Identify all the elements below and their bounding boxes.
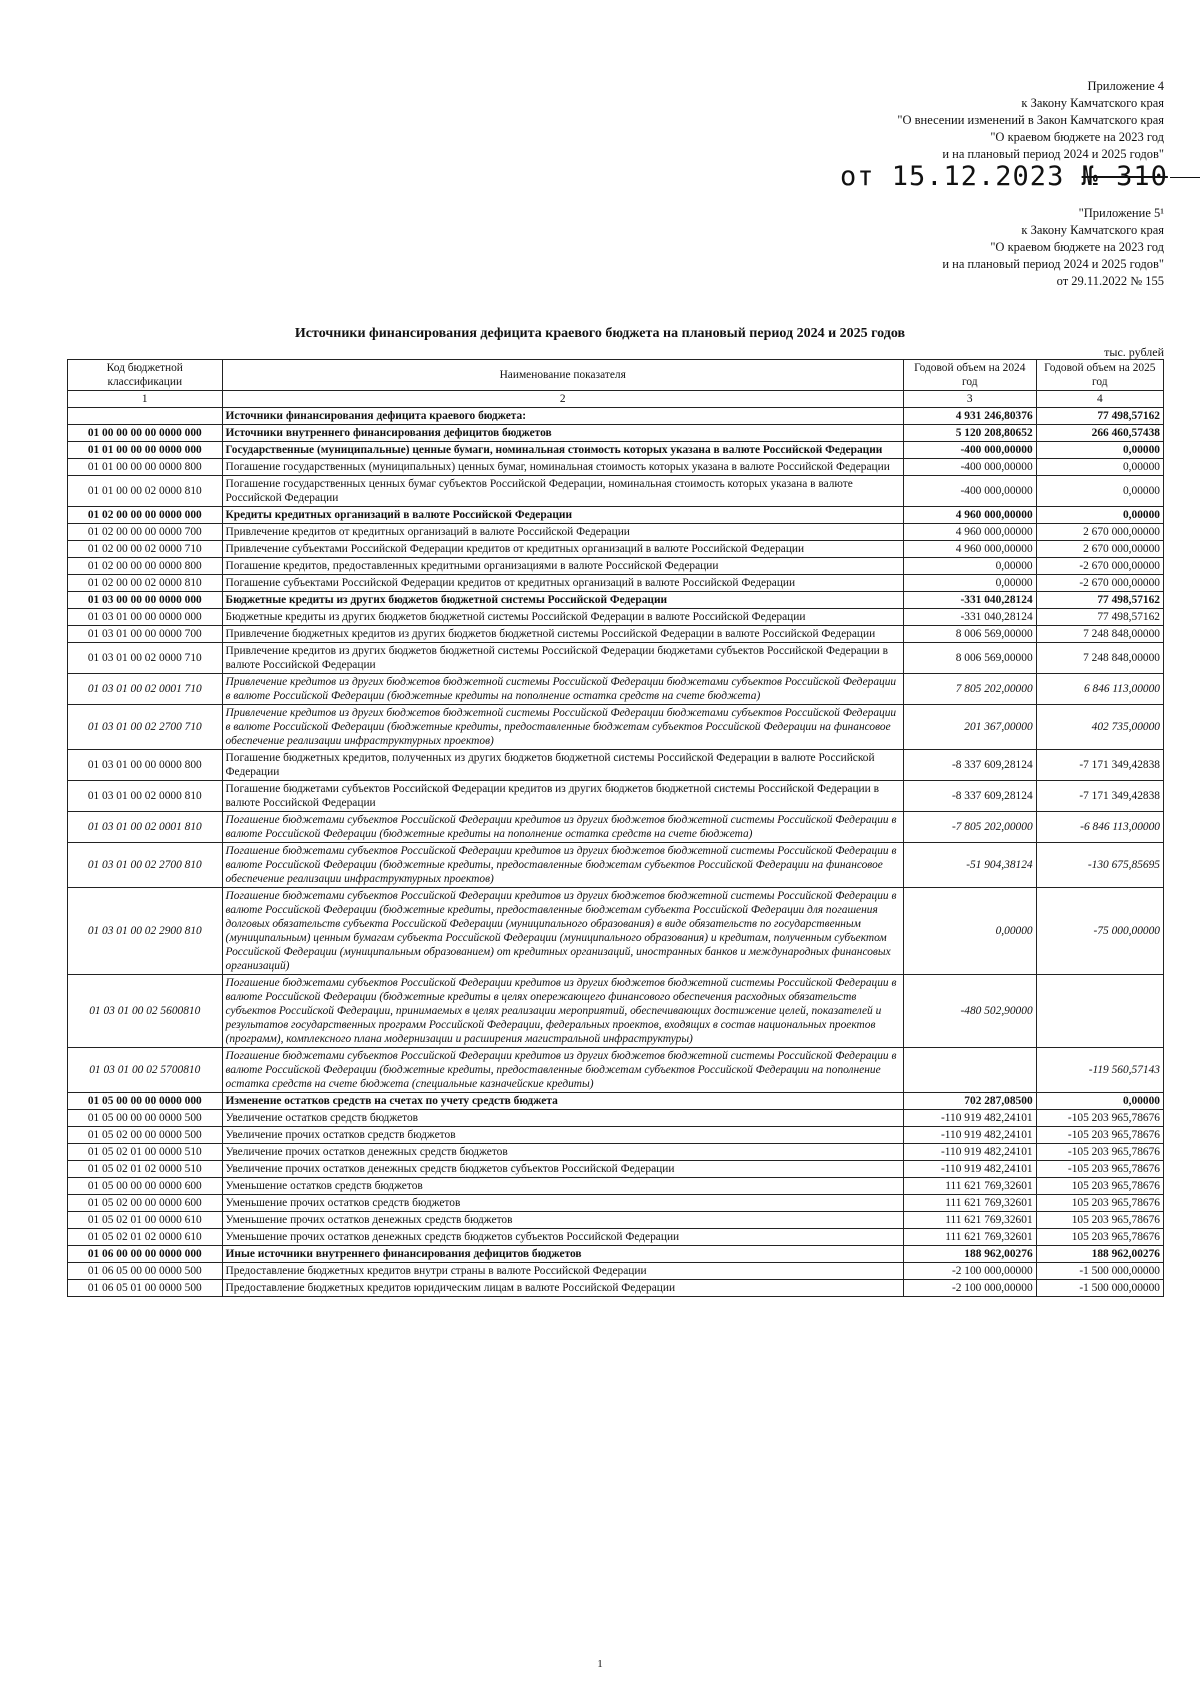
header-name: Наименование показателя — [222, 360, 903, 391]
row-code: 01 06 05 00 00 0000 500 — [68, 1263, 223, 1280]
appendix-header — [897, 78, 1164, 163]
row-value-2025: -130 675,85695 — [1036, 843, 1163, 888]
row-value-2025: -75 000,00000 — [1036, 888, 1163, 975]
row-code: 01 03 01 00 02 0000 810 — [68, 781, 223, 812]
table-row — [68, 408, 1164, 425]
table-row — [68, 575, 1164, 592]
row-name: Увеличение прочих остатков средств бюджетов — [222, 1127, 903, 1144]
row-value-2024: -480 502,90000 — [903, 975, 1036, 1048]
table-row — [68, 459, 1164, 476]
row-name: Погашение бюджетами субъектов Российской Федерации кредитов из других бюджетов бюджетной системы Российской Федерации в валюте Российской Федерации (бюджетные кредиты, предоставленные бюджетам субъекта Российской Федерации для погашения долговых обязательств субъекта Российской Федерации (муниципального образования) в виде обязательств по государственным (муниципальным) ценным бумагам субъекта Российской Федерации (муниципального образования) и кредитам, полученным субъектом Российской Федерации (муниципальным образованием) от кредитных организаций, иностранных банков и международных финансовых организаций) — [222, 888, 903, 975]
row-code: 01 03 01 00 00 0000 000 — [68, 609, 223, 626]
row-code: 01 03 01 00 02 2700 810 — [68, 843, 223, 888]
row-name: Погашение бюджетами субъектов Российской Федерации кредитов из других бюджетов бюджетной системы Российской Федерации в валюте Российской Федерации (бюджетные кредиты на пополнение остатка средств на счете бюджета) — [222, 812, 903, 843]
table-row — [68, 592, 1164, 609]
row-value-2025: -2 670 000,00000 — [1036, 575, 1163, 592]
table-row — [68, 812, 1164, 843]
row-name: Источники финансирования дефицита краевого бюджета: — [222, 408, 903, 425]
row-value-2025: 0,00000 — [1036, 442, 1163, 459]
row-name: Погашение бюджетами субъектов Российской Федерации кредитов из других бюджетов бюджетной системы Российской Федерации в валюте Российской Федерации (бюджетные кредиты, предоставленные бюджетам субъектов Российской Федерации на финансовое обеспечение реализации инфраструктурных проектов) — [222, 843, 903, 888]
row-name: Привлечение бюджетных кредитов из других бюджетов бюджетной системы Российской Федерации в валюте Российской Федерации — [222, 626, 903, 643]
table-row — [68, 1280, 1164, 1297]
row-value-2025: 77 498,57162 — [1036, 408, 1163, 425]
row-value-2024: -8 337 609,28124 — [903, 750, 1036, 781]
table-row — [68, 975, 1164, 1048]
row-name: Уменьшение прочих остатков денежных средств бюджетов — [222, 1212, 903, 1229]
row-name: Погашение бюджетных кредитов, полученных из других бюджетов бюджетной системы Российской Федерации в валюте Российской Федерации — [222, 750, 903, 781]
row-value-2025: -105 203 965,78676 — [1036, 1127, 1163, 1144]
table-row — [68, 781, 1164, 812]
table-row — [68, 674, 1164, 705]
row-value-2024: -8 337 609,28124 — [903, 781, 1036, 812]
stamp-number: № 310 — [1081, 161, 1168, 192]
header-line: и на плановый период 2024 и 2025 годов" — [942, 257, 1164, 271]
row-value-2025: 7 248 848,00000 — [1036, 626, 1163, 643]
row-value-2024: -400 000,00000 — [903, 476, 1036, 507]
row-code: 01 02 00 00 00 0000 700 — [68, 524, 223, 541]
row-code — [68, 408, 223, 425]
row-value-2025: -6 846 113,00000 — [1036, 812, 1163, 843]
page-number: 1 — [597, 1658, 603, 1670]
row-value-2024: 4 960 000,00000 — [903, 507, 1036, 524]
col-number: 4 — [1036, 391, 1163, 408]
row-name: Привлечение кредитов из других бюджетов бюджетной системы Российской Федерации бюджетами субъектов Российской Федерации в валюте Российской Федерации — [222, 643, 903, 674]
row-name: Увеличение остатков средств бюджетов — [222, 1110, 903, 1127]
row-value-2025: 2 670 000,00000 — [1036, 524, 1163, 541]
row-value-2025: 6 846 113,00000 — [1036, 674, 1163, 705]
row-value-2024: -110 919 482,24101 — [903, 1144, 1036, 1161]
row-name: Государственные (муниципальные) ценные бумаги, номинальная стоимость которых указана в валюте Российской Федерации — [222, 442, 903, 459]
header-line: и на плановый период 2024 и 2025 годов" — [942, 147, 1164, 161]
table-row — [68, 507, 1164, 524]
row-value-2024: -2 100 000,00000 — [903, 1280, 1036, 1297]
row-name: Погашение бюджетами субъектов Российской Федерации кредитов из других бюджетов бюджетной системы Российской Федерации в валюте Российской Федерации (бюджетные кредиты, предоставленные бюджетам субъектов Российской Федерации на пополнение остатка средств на счете бюджета (специальные казначейские кредиты) — [222, 1048, 903, 1093]
row-name: Привлечение кредитов из других бюджетов бюджетной системы Российской Федерации бюджетами субъектов Российской Федерации в валюте Российской Федерации (бюджетные кредиты на пополнение остатка средств на счете бюджета) — [222, 674, 903, 705]
row-value-2024: -331 040,28124 — [903, 592, 1036, 609]
row-value-2024: -2 100 000,00000 — [903, 1263, 1036, 1280]
row-value-2024: 4 960 000,00000 — [903, 541, 1036, 558]
table-row — [68, 1195, 1164, 1212]
table-row — [68, 425, 1164, 442]
row-value-2024: 5 120 208,80652 — [903, 425, 1036, 442]
row-code: 01 03 01 00 02 0001 710 — [68, 674, 223, 705]
header-line: "О краевом бюджете на 2023 год — [990, 130, 1164, 144]
row-name: Уменьшение прочих остатков денежных средств бюджетов субъектов Российской Федерации — [222, 1229, 903, 1246]
table-row — [68, 541, 1164, 558]
row-code: 01 05 02 01 02 0000 610 — [68, 1229, 223, 1246]
row-value-2024: 4 960 000,00000 — [903, 524, 1036, 541]
row-name: Изменение остатков средств на счетах по учету средств бюджета — [222, 1093, 903, 1110]
table-row — [68, 1127, 1164, 1144]
table-row — [68, 1212, 1164, 1229]
table-row — [68, 1178, 1164, 1195]
unit-label: тыс. рублей — [1104, 345, 1164, 359]
header-line: к Закону Камчатского края — [1021, 96, 1164, 110]
row-code: 01 05 02 01 02 0000 510 — [68, 1161, 223, 1178]
header-line: "Приложение 5¹ — [1078, 206, 1164, 220]
row-value-2024: -400 000,00000 — [903, 442, 1036, 459]
row-value-2024: -110 919 482,24101 — [903, 1161, 1036, 1178]
row-value-2025: 2 670 000,00000 — [1036, 541, 1163, 558]
row-value-2025: 7 248 848,00000 — [1036, 643, 1163, 674]
row-value-2025: 77 498,57162 — [1036, 609, 1163, 626]
row-value-2025: 402 735,00000 — [1036, 705, 1163, 750]
row-name: Увеличение прочих остатков денежных средств бюджетов субъектов Российской Федерации — [222, 1161, 903, 1178]
row-value-2024: -110 919 482,24101 — [903, 1110, 1036, 1127]
row-value-2025: -119 560,57143 — [1036, 1048, 1163, 1093]
row-code: 01 03 01 00 02 5600810 — [68, 975, 223, 1048]
header-line: "О внесении изменений в Закон Камчатского края — [897, 113, 1164, 127]
row-name: Увеличение прочих остатков денежных средств бюджетов — [222, 1144, 903, 1161]
table-row — [68, 888, 1164, 975]
row-value-2024: 111 621 769,32601 — [903, 1212, 1036, 1229]
row-value-2025: -105 203 965,78676 — [1036, 1144, 1163, 1161]
row-code: 01 05 02 01 00 0000 610 — [68, 1212, 223, 1229]
header-2025: Годовой объем на 2025 год — [1036, 360, 1163, 391]
row-code: 01 03 01 00 02 5700810 — [68, 1048, 223, 1093]
table-row — [68, 705, 1164, 750]
row-code: 01 05 02 01 00 0000 510 — [68, 1144, 223, 1161]
row-code: 01 03 01 00 02 0001 810 — [68, 812, 223, 843]
document-title: Источники финансирования дефицита краевого бюджета на плановый период 2024 и 2025 годов — [294, 326, 906, 341]
table-header-row — [68, 360, 1164, 391]
table-row — [68, 1229, 1164, 1246]
row-code: 01 03 01 00 00 0000 800 — [68, 750, 223, 781]
row-value-2025: -7 171 349,42838 — [1036, 750, 1163, 781]
row-code: 01 01 00 00 00 0000 800 — [68, 459, 223, 476]
row-value-2024: 8 006 569,00000 — [903, 626, 1036, 643]
header-line: к Закону Камчатского края — [1021, 223, 1164, 237]
table-row — [68, 442, 1164, 459]
row-name: Уменьшение остатков средств бюджетов — [222, 1178, 903, 1195]
row-value-2025: -2 670 000,00000 — [1036, 558, 1163, 575]
row-code: 01 02 00 00 02 0000 810 — [68, 575, 223, 592]
table-row — [68, 524, 1164, 541]
row-value-2025 — [1036, 975, 1163, 1048]
row-code: 01 05 02 00 00 0000 500 — [68, 1127, 223, 1144]
table-row — [68, 626, 1164, 643]
row-name: Бюджетные кредиты из других бюджетов бюджетной системы Российской Федерации в валюте Российской Федерации — [222, 609, 903, 626]
row-value-2024: 0,00000 — [903, 558, 1036, 575]
table-row — [68, 1110, 1164, 1127]
row-value-2024: 7 805 202,00000 — [903, 674, 1036, 705]
row-code: 01 05 00 00 00 0000 500 — [68, 1110, 223, 1127]
row-value-2025: -1 500 000,00000 — [1036, 1263, 1163, 1280]
table-row — [68, 1161, 1164, 1178]
row-code: 01 02 00 00 00 0000 000 — [68, 507, 223, 524]
table-row — [68, 1246, 1164, 1263]
row-value-2025: -105 203 965,78676 — [1036, 1110, 1163, 1127]
row-value-2024: -7 805 202,00000 — [903, 812, 1036, 843]
row-code: 01 03 01 00 02 0000 710 — [68, 643, 223, 674]
row-value-2024: 111 621 769,32601 — [903, 1178, 1036, 1195]
col-number: 2 — [222, 391, 903, 408]
row-value-2024: -400 000,00000 — [903, 459, 1036, 476]
row-name: Погашение субъектами Российской Федерации кредитов от кредитных организаций в валюте Российской Федерации — [222, 575, 903, 592]
row-name: Привлечение кредитов от кредитных организаций в валюте Российской Федерации — [222, 524, 903, 541]
row-name: Иные источники внутреннего финансирования дефицитов бюджетов — [222, 1246, 903, 1263]
row-value-2025: 0,00000 — [1036, 1093, 1163, 1110]
header-2024: Годовой объем на 2024 год — [903, 360, 1036, 391]
row-value-2024: -110 919 482,24101 — [903, 1127, 1036, 1144]
row-value-2024: 111 621 769,32601 — [903, 1229, 1036, 1246]
row-code: 01 03 00 00 00 0000 000 — [68, 592, 223, 609]
row-name: Уменьшение прочих остатков средств бюджетов — [222, 1195, 903, 1212]
header-code: Код бюджетной классификации — [68, 360, 223, 391]
row-code: 01 01 00 00 02 0000 810 — [68, 476, 223, 507]
row-code: 01 06 00 00 00 0000 000 — [68, 1246, 223, 1263]
row-value-2025: 0,00000 — [1036, 476, 1163, 507]
row-value-2025: -1 500 000,00000 — [1036, 1280, 1163, 1297]
col-number: 3 — [903, 391, 1036, 408]
table-row — [68, 1263, 1164, 1280]
row-name: Предоставление бюджетных кредитов внутри страны в валюте Российской Федерации — [222, 1263, 903, 1280]
row-value-2024 — [903, 1048, 1036, 1093]
row-value-2025: 188 962,00276 — [1036, 1246, 1163, 1263]
row-value-2024: 0,00000 — [903, 888, 1036, 975]
row-name: Погашение бюджетами субъектов Российской Федерации кредитов из других бюджетов бюджетной системы Российской Федерации в валюте Российской Федерации — [222, 781, 903, 812]
row-value-2025: 105 203 965,78676 — [1036, 1229, 1163, 1246]
row-name: Погашение государственных (муниципальных) ценных бумаг, номинальная стоимость которых указана в валюте Российской Федерации — [222, 459, 903, 476]
row-value-2024: 0,00000 — [903, 575, 1036, 592]
row-value-2025: 105 203 965,78676 — [1036, 1212, 1163, 1229]
table-row — [68, 750, 1164, 781]
financing-sources-table — [67, 359, 1164, 1297]
row-code: 01 00 00 00 00 0000 000 — [68, 425, 223, 442]
row-value-2024: 8 006 569,00000 — [903, 643, 1036, 674]
row-value-2024: 201 367,00000 — [903, 705, 1036, 750]
row-code: 01 05 02 00 00 0000 600 — [68, 1195, 223, 1212]
header-line: Приложение 4 — [1087, 79, 1164, 93]
table-row — [68, 609, 1164, 626]
row-value-2024: 702 287,08500 — [903, 1093, 1036, 1110]
table-row — [68, 1144, 1164, 1161]
row-code: 01 03 01 00 02 2900 810 — [68, 888, 223, 975]
row-value-2025: 77 498,57162 — [1036, 592, 1163, 609]
row-value-2025: 266 460,57438 — [1036, 425, 1163, 442]
row-name: Погашение бюджетами субъектов Российской Федерации кредитов из других бюджетов бюджетной системы Российской Федерации в валюте Российской Федерации (бюджетные кредиты в целях опережающего финансового обеспечения расходных обязательств субъектов Российской Федерации, принимаемых в целях реализации мероприятий, обеспечивающих достижение целей, показателей и результатов государственных программ Российской Федерации, федеральных проектов, входящих в состав национальных проектов (программ), комплексного плана модернизации и расширения магистральной инфраструктуры) — [222, 975, 903, 1048]
column-number-row — [68, 391, 1164, 408]
row-value-2024: 111 621 769,32601 — [903, 1195, 1036, 1212]
table-row — [68, 843, 1164, 888]
row-name: Бюджетные кредиты из других бюджетов бюджетной системы Российской Федерации — [222, 592, 903, 609]
row-name: Предоставление бюджетных кредитов юридическим лицам в валюте Российской Федерации — [222, 1280, 903, 1297]
col-number: 1 — [68, 391, 223, 408]
row-name: Погашение государственных ценных бумаг субъектов Российской Федерации, номинальная стоимость которых указана в валюте Российской Федерации — [222, 476, 903, 507]
row-code: 01 03 01 00 02 2700 710 — [68, 705, 223, 750]
row-value-2025: 105 203 965,78676 — [1036, 1195, 1163, 1212]
row-value-2024: -51 904,38124 — [903, 843, 1036, 888]
table-row — [68, 476, 1164, 507]
stamp-underline — [1170, 177, 1200, 178]
row-value-2024: -331 040,28124 — [903, 609, 1036, 626]
row-value-2024: 188 962,00276 — [903, 1246, 1036, 1263]
row-code: 01 05 00 00 00 0000 000 — [68, 1093, 223, 1110]
row-value-2025: 105 203 965,78676 — [1036, 1178, 1163, 1195]
row-code: 01 02 00 00 02 0000 710 — [68, 541, 223, 558]
table-row — [68, 1093, 1164, 1110]
row-value-2025: -105 203 965,78676 — [1036, 1161, 1163, 1178]
row-name: Привлечение кредитов из других бюджетов бюджетной системы Российской Федерации бюджетами субъектов Российской Федерации в валюте Российской Федерации (бюджетные кредиты, предоставленные бюджетам субъектов Российской Федерации на финансовое обеспечение реализации инфраструктурных проектов) — [222, 705, 903, 750]
row-name: Погашение кредитов, предоставленных кредитными организациями в валюте Российской Федерации — [222, 558, 903, 575]
law-date-stamp — [840, 161, 1200, 192]
row-value-2025: -7 171 349,42838 — [1036, 781, 1163, 812]
row-value-2025: 0,00000 — [1036, 459, 1163, 476]
row-code: 01 03 01 00 00 0000 700 — [68, 626, 223, 643]
previous-appendix-header — [942, 205, 1164, 290]
row-name: Кредиты кредитных организаций в валюте Российской Федерации — [222, 507, 903, 524]
row-name: Привлечение субъектами Российской Федерации кредитов от кредитных организаций в валюте Российской Федерации — [222, 541, 903, 558]
table-row — [68, 643, 1164, 674]
row-code: 01 01 00 00 00 0000 000 — [68, 442, 223, 459]
table-body — [68, 408, 1164, 1297]
row-code: 01 06 05 01 00 0000 500 — [68, 1280, 223, 1297]
row-code: 01 05 00 00 00 0000 600 — [68, 1178, 223, 1195]
header-line: "О краевом бюджете на 2023 год — [990, 240, 1164, 254]
row-name: Источники внутреннего финансирования дефицитов бюджетов — [222, 425, 903, 442]
table-row — [68, 1048, 1164, 1093]
row-value-2024: 4 931 246,80376 — [903, 408, 1036, 425]
row-value-2025: 0,00000 — [1036, 507, 1163, 524]
stamp-date: от 15.12.2023 — [840, 161, 1065, 192]
table-row — [68, 558, 1164, 575]
row-code: 01 02 00 00 00 0000 800 — [68, 558, 223, 575]
header-line: от 29.11.2022 № 155 — [1056, 274, 1164, 288]
